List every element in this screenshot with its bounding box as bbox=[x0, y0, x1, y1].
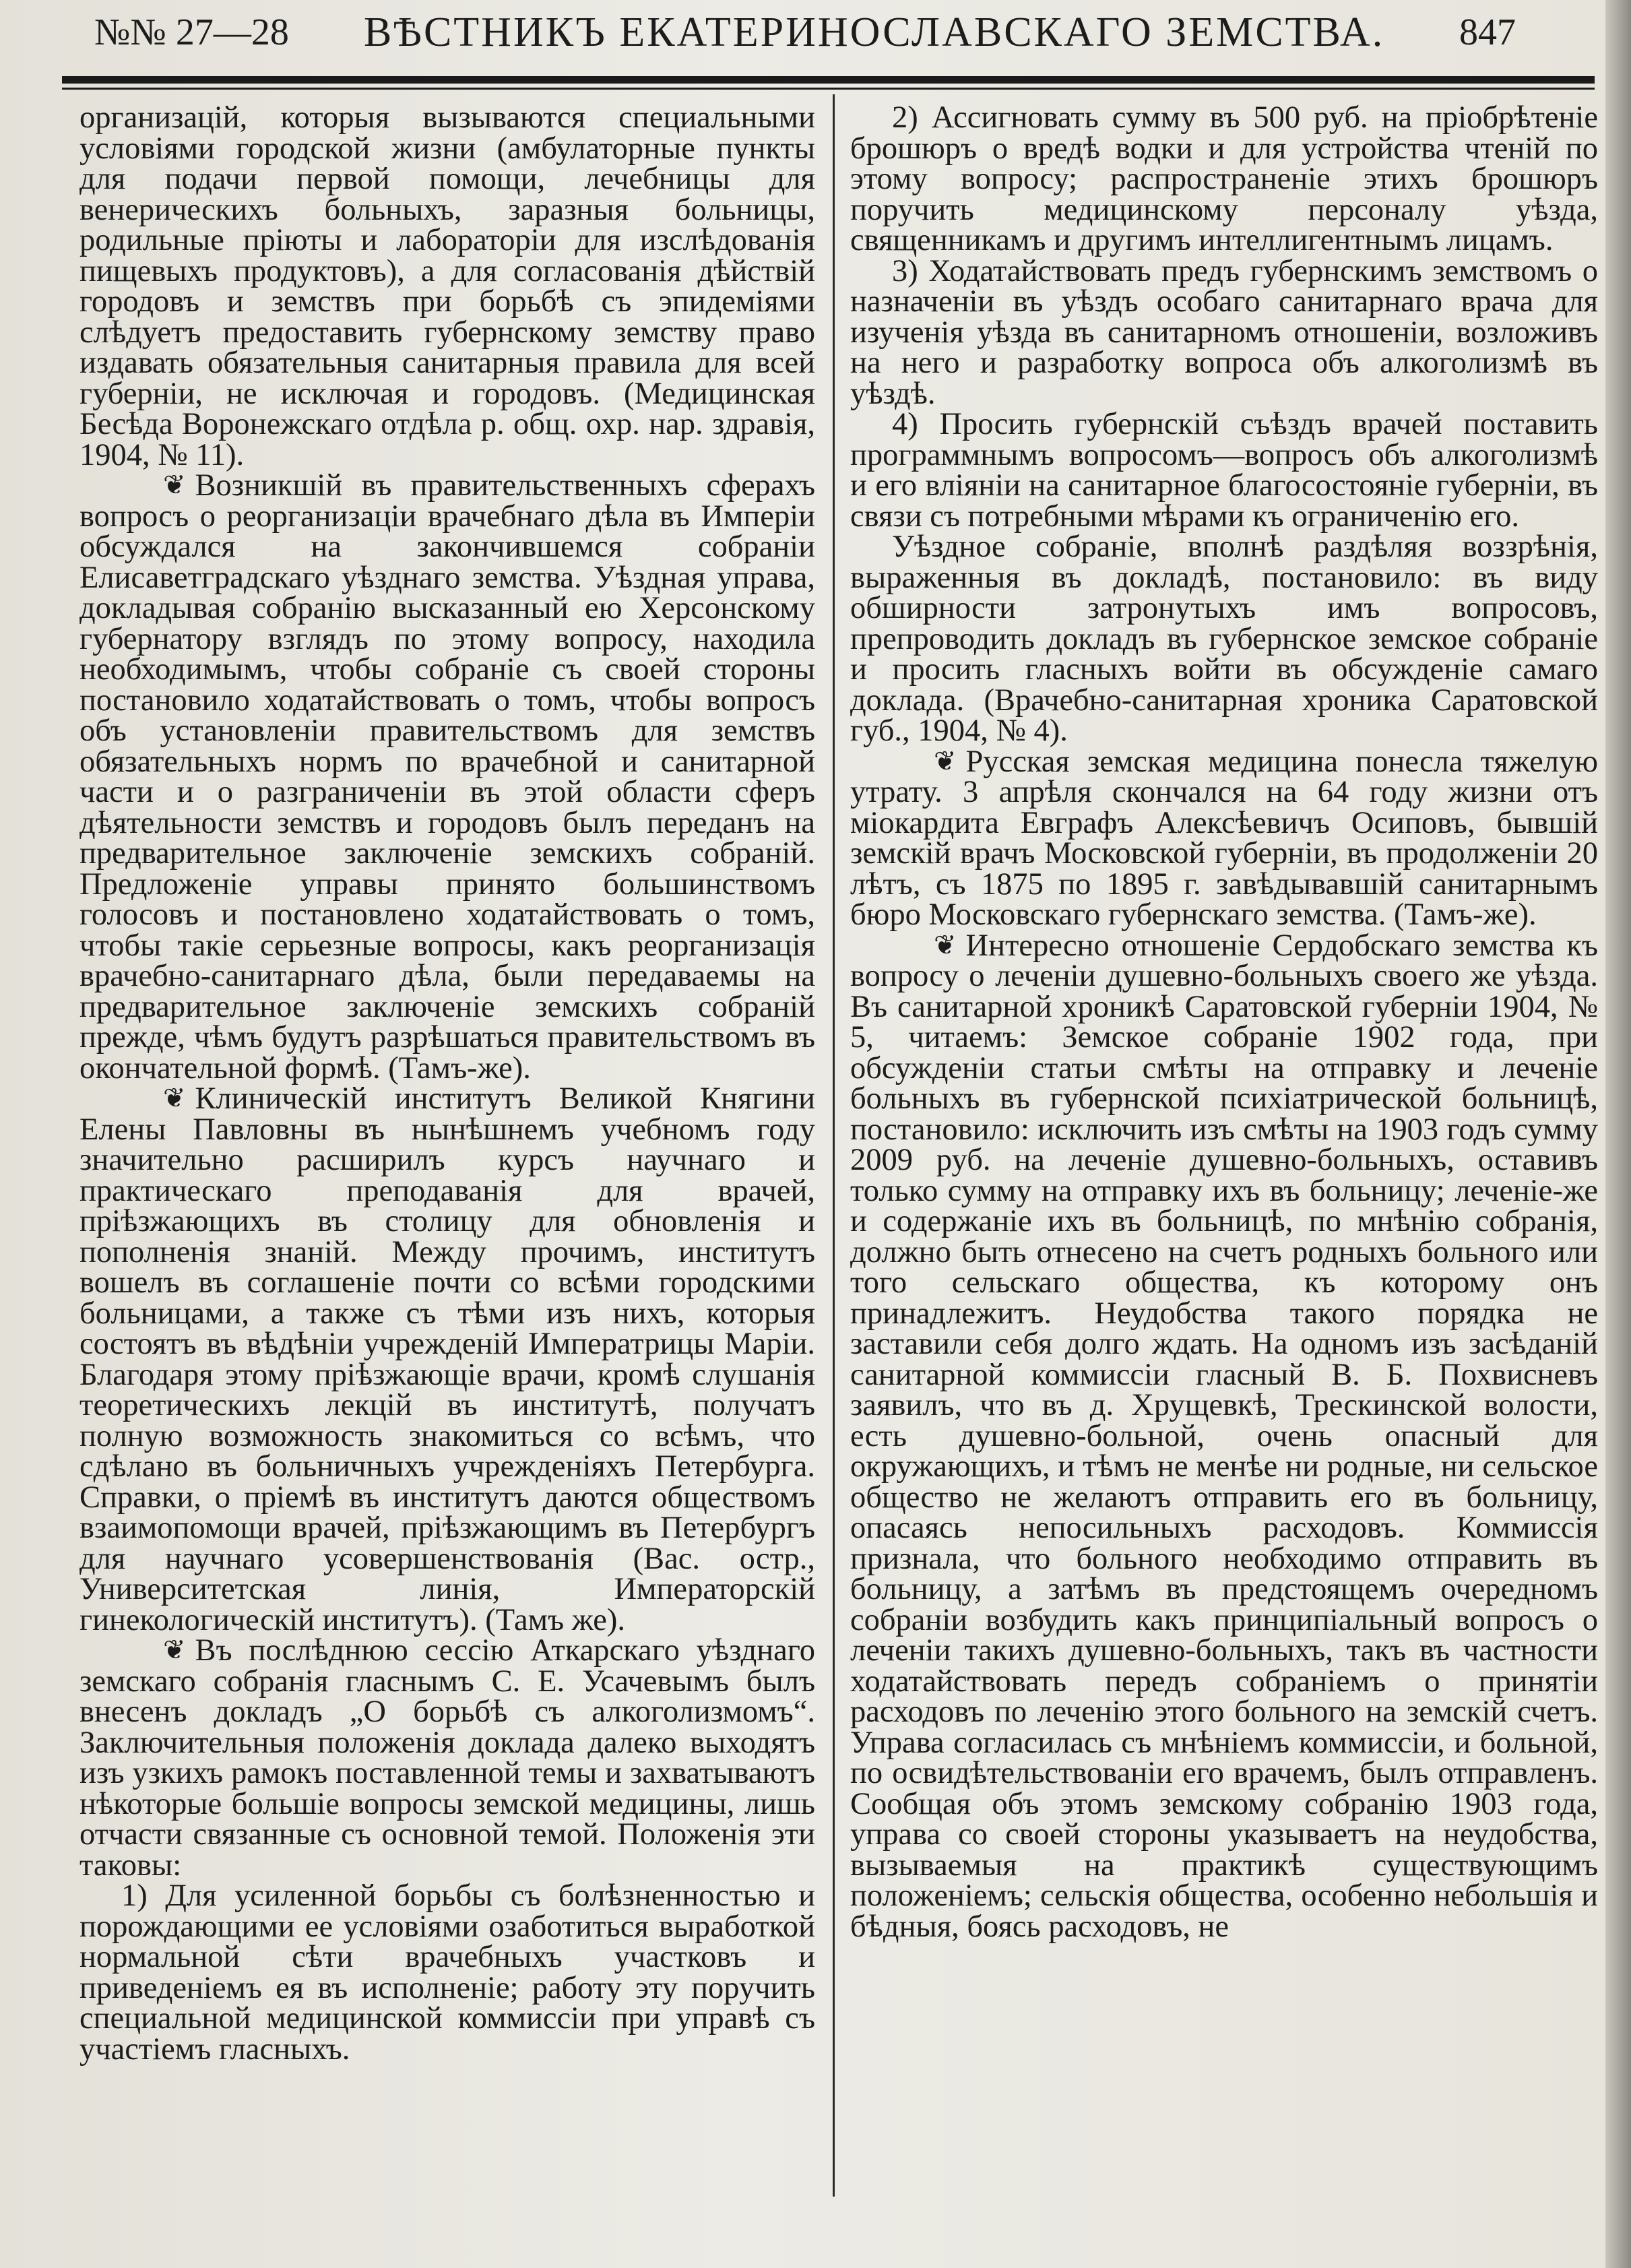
paragraph bbox=[79, 470, 815, 1083]
paragraph: 1) Для усиленной борьбы съ болѣзненностью и порождающими ее условіями озаботиться выработкой нормальной сѣти врачебныхъ участковъ и приведеніемъ ея въ исполненіе; работу эту поручить специальной медицинской коммиссіи при управѣ съ участіемъ гласныхъ. bbox=[79, 1879, 815, 2067]
page-edge-shadow bbox=[1605, 0, 1631, 2268]
leaf-ornament-icon: ❦ bbox=[934, 745, 957, 776]
paragraph bbox=[79, 1635, 815, 1881]
page-header bbox=[94, 5, 1536, 59]
paragraph: 2) Ассигновать сумму въ 500 руб. на пріобрѣтеніе брошюръ о вредѣ водки и для устройства чтеній по этому вопросу; распространеніе этихъ брошюръ поручить медицинскому персоналу уѣзда, священникамъ и другимъ интеллигентнымъ лицамъ. bbox=[850, 100, 1598, 257]
leaf-ornament-icon: ❦ bbox=[163, 1635, 186, 1665]
header-rule-thin bbox=[62, 88, 1595, 90]
column-divider bbox=[833, 94, 835, 2197]
paragraph-text: Клиническій институтъ Великой Княгини Елены Павловны въ нынѣшнемъ учебномъ году значительно расширилъ курсъ научнаго и практическаго преподаванія для врачей, пріѣзжающихъ въ столицу для обновленія и пополненія знаній. Между прочимъ, институтъ вошелъ въ соглашеніе почти со всѣми городскими больницами, а также съ тѣми изъ нихъ, которыя состоятъ въ вѣдѣніи учрежденій Императрицы Маріи. Благодаря этому пріѣзжающіе врачи, кромѣ слушанія теоретическихъ лекцій въ институтѣ, получатъ полную возможность знакомиться со всѣмъ, что сдѣлано въ больничныхъ учрежденіяхъ Петербурга. Справки, о пріемѣ въ институтъ даются обществомъ взаимопомощи врачей, пріѣзжающимъ въ Петербургъ для научнаго усовершенствованія (Вас. остр., Университетская линія, Императорскій гинекологическій институтъ). (Тамъ же). bbox=[79, 1081, 815, 1637]
leaf-ornament-icon: ❦ bbox=[163, 470, 186, 500]
paragraph: 3) Ходатайствовать предъ губернскимъ земствомъ о назначеніи въ уѣздъ особаго санитарнаго врача для изученія уѣзда въ санитарномъ отношеніи, возложивъ на него и разработку вопроса объ алкоголизмѣ въ уѣздѣ. bbox=[850, 253, 1598, 411]
paragraph-text: Въ послѣднюю сессію Аткарскаго уѣзднаго земскаго собранія гласнымъ С. Е. Усачевымъ былъ внесенъ докладъ „О борьбѣ съ алкоголизмомъ“. Заключительныя положенія доклада далеко выходятъ изъ узкихъ рамокъ поставленной темы и захватываютъ нѣкоторые большіе вопросы земской медицины, лишь отчасти связанные съ основной темой. Положенія эти таковы: bbox=[79, 1633, 815, 1883]
left-column bbox=[79, 102, 815, 2065]
journal-title: ВѢСТНИКЪ ЕКАТЕРИНОСЛАВСКАГО ЗЕМСТВА. bbox=[364, 9, 1385, 55]
paragraph bbox=[850, 928, 1598, 1944]
leaf-ornament-icon: ❦ bbox=[163, 1083, 186, 1113]
paragraph: Уѣздное собраніе, вполнѣ раздѣляя воззрѣнія, выраженныя въ докладѣ, постановило: въ виду обширности затронутыхъ имъ вопросовъ, препроводить докладъ въ губернское земское собраніе и просить гласныхъ войти въ обсужденіе самаго доклада. (Врачебно-санитарная хроника Саратовской губ., 1904, № 4). bbox=[850, 530, 1598, 748]
paragraph-text: Возникшій въ правительственныхъ сферахъ вопросъ о реорганизаціи врачебнаго дѣла въ Имперіи обсуждался на закончившемся собраніи Елисаветградскаго уѣзднаго земства. Уѣздная управа, докладывая собранію высказанный ею Херсонскому губернатору взглядъ по этому вопросу, находила необходимымъ, чтобы собраніе съ своей стороны постановило ходатайствовать о томъ, чтобы вопросъ объ установленіи правительствомъ для земствъ обязательныхъ нормъ по врачебной и санитарной части и о разграниченіи въ этой области сферъ дѣятельности земствъ и городовъ былъ переданъ на предварительное заключеніе земскихъ собраній. Предложеніе управы принято большинствомъ голосовъ и постановлено ходатайствовать о томъ, чтобы такіе серьезные вопросы, какъ реорганизація врачебно-санитарнаго дѣла, были передаваемы на предварительное заключеніе земскихъ собраній прежде, чѣмъ будутъ разрѣшаться правительствомъ въ окончательной формѣ. (Тамъ-же). bbox=[79, 468, 815, 1085]
paragraph bbox=[79, 1083, 815, 1635]
paragraph: 4) Просить губернскій съѣздъ врачей поставить программнымъ вопросомъ—вопросъ объ алкоголизмѣ и его вліяніи на санитарное благосостояніе губерніи, въ связи съ потребными мѣрами къ ограниченію его. bbox=[850, 407, 1598, 534]
header-rule bbox=[62, 76, 1595, 84]
page-number: 847 bbox=[1459, 11, 1516, 53]
paragraph-text: Интересно отношеніе Сердобскаго земства къ вопросу о леченіи душевно-больныхъ своего же уѣзда. Въ санитарной хроникѣ Саратовской губерніи 1904, № 5, читаемъ: Земское собраніе 1902 года, при обсужденіи статьи смѣты на отправку и леченіе больныхъ въ губернской психіатрической больницѣ, постановило: исключить изъ смѣты на 1903 годъ сумму 2009 руб. на леченіе душевно-больныхъ, оставивъ только сумму на отправку ихъ въ больницу; леченіе-же и содержаніе ихъ въ больницѣ, по мнѣнію собранія, должно быть отнесено на счетъ родныхъ больного или того сельскаго общества, къ которому онъ принадлежитъ. Неудобства такого порядка не заставили себя долго ждать. На одномъ изъ засѣданій санитарной коммиссіи гласный В. Б. Похвисневъ заявилъ, что въ д. Хрущевкѣ, Трескинской волости, есть душевно-больной, очень опасный для окружающихъ, и тѣмъ не менѣе ни родные, ни сельское общество не желаютъ отправить его въ больницу, опасаясь непосильныхъ расходовъ. Коммиссія признала, что больного необходимо отправить въ больницу, а затѣмъ въ предстоящемъ очередномъ собраніи возбудить какъ принципіальный вопросъ о леченіи такихъ душевно-больныхъ, такъ въ частности ходатайствовать передъ собраніемъ о принятіи расходовъ по леченію этого больного на земскій счетъ. Управа согласилась съ мнѣніемъ коммиссіи, и больной, по освидѣтельствованіи его врачемъ, былъ отправленъ. Сообщая объ этомъ земскому собранію 1903 года, управа со своей стороны указываетъ на неудобства, вызываемыя на практикѣ существующимъ положеніемъ; сельскія общества, особенно небольшія и бѣдныя, боясь расходовъ, не bbox=[850, 928, 1598, 1944]
paragraph-text: Русская земская медицина понесла тяжелую утрату. 3 апрѣля скончался на 64 году жизни отъ міокардита Евграфъ Алексѣевичъ Осиповъ, бывшій земскій врачъ Московской губерніи, въ продолженіи 20 лѣтъ, съ 1875 по 1895 г. завѣдывавшій санитарнымъ бюро Московскаго губернскаго земства. (Тамъ-же). bbox=[850, 744, 1598, 932]
right-column bbox=[850, 102, 1598, 1942]
issue-number: №№ 27—28 bbox=[94, 11, 289, 53]
leaf-ornament-icon: ❦ bbox=[934, 929, 957, 960]
paragraph: организацій, которыя вызываются специальными условіями городской жизни (амбулаторные пункты для подачи первой помощи, лечебницы для венерическихъ больныхъ, заразныя больницы, родильные пріюты и лабораторіи для изслѣдованія пищевыхъ продуктовъ), а для согласованія дѣйствій городовъ и земствъ при борьбѣ съ эпидеміями слѣдуетъ предоставить губернскому земству право издавать обязательныя санитарныя правила для всей губерніи, не исключая и городовъ. (Медицинская Бесѣда Воронежскаго отдѣла р. общ. охр. нар. здравія, 1904, № 11). bbox=[79, 100, 815, 472]
paragraph bbox=[850, 744, 1598, 932]
